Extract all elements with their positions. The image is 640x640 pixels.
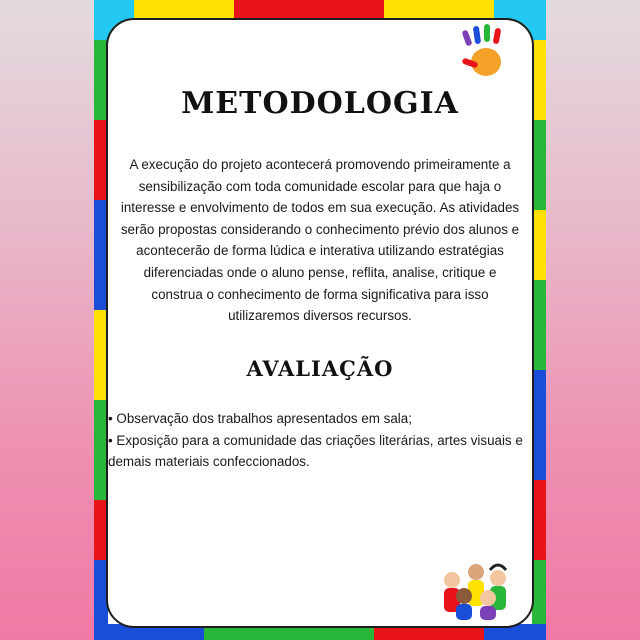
hand-print-icon	[450, 20, 506, 84]
evaluation-title: AVALIAÇÃO	[246, 356, 394, 381]
evaluation-list	[108, 408, 532, 473]
methodology-text: A execução do projeto acontecerá promovendo primeiramente a sensibilização com toda comunidade escolar para que haja o interesse e envolvimento de todos em sua execução. As atividades serão propostas considerando o conhecimento prévio dos alunos e acontecerão de forma lúdica e interativa utilizando estratégias diferenciadas onde o aluno pense, reflita, analise, critique e construa o conhecimento de forma significativa para isso utilizaremos diversos recursos.	[120, 157, 520, 324]
content-card	[106, 18, 534, 628]
children-group-icon	[438, 550, 516, 620]
methodology-title: METODOLOGIA	[181, 86, 459, 121]
list-item: • Observação dos trabalhos apresentados em sala;	[108, 411, 412, 426]
list-item: • Exposição para a comunidade das criações literárias, artes visuais e demais materiais confeccionados.	[108, 432, 523, 470]
poster	[94, 0, 546, 640]
